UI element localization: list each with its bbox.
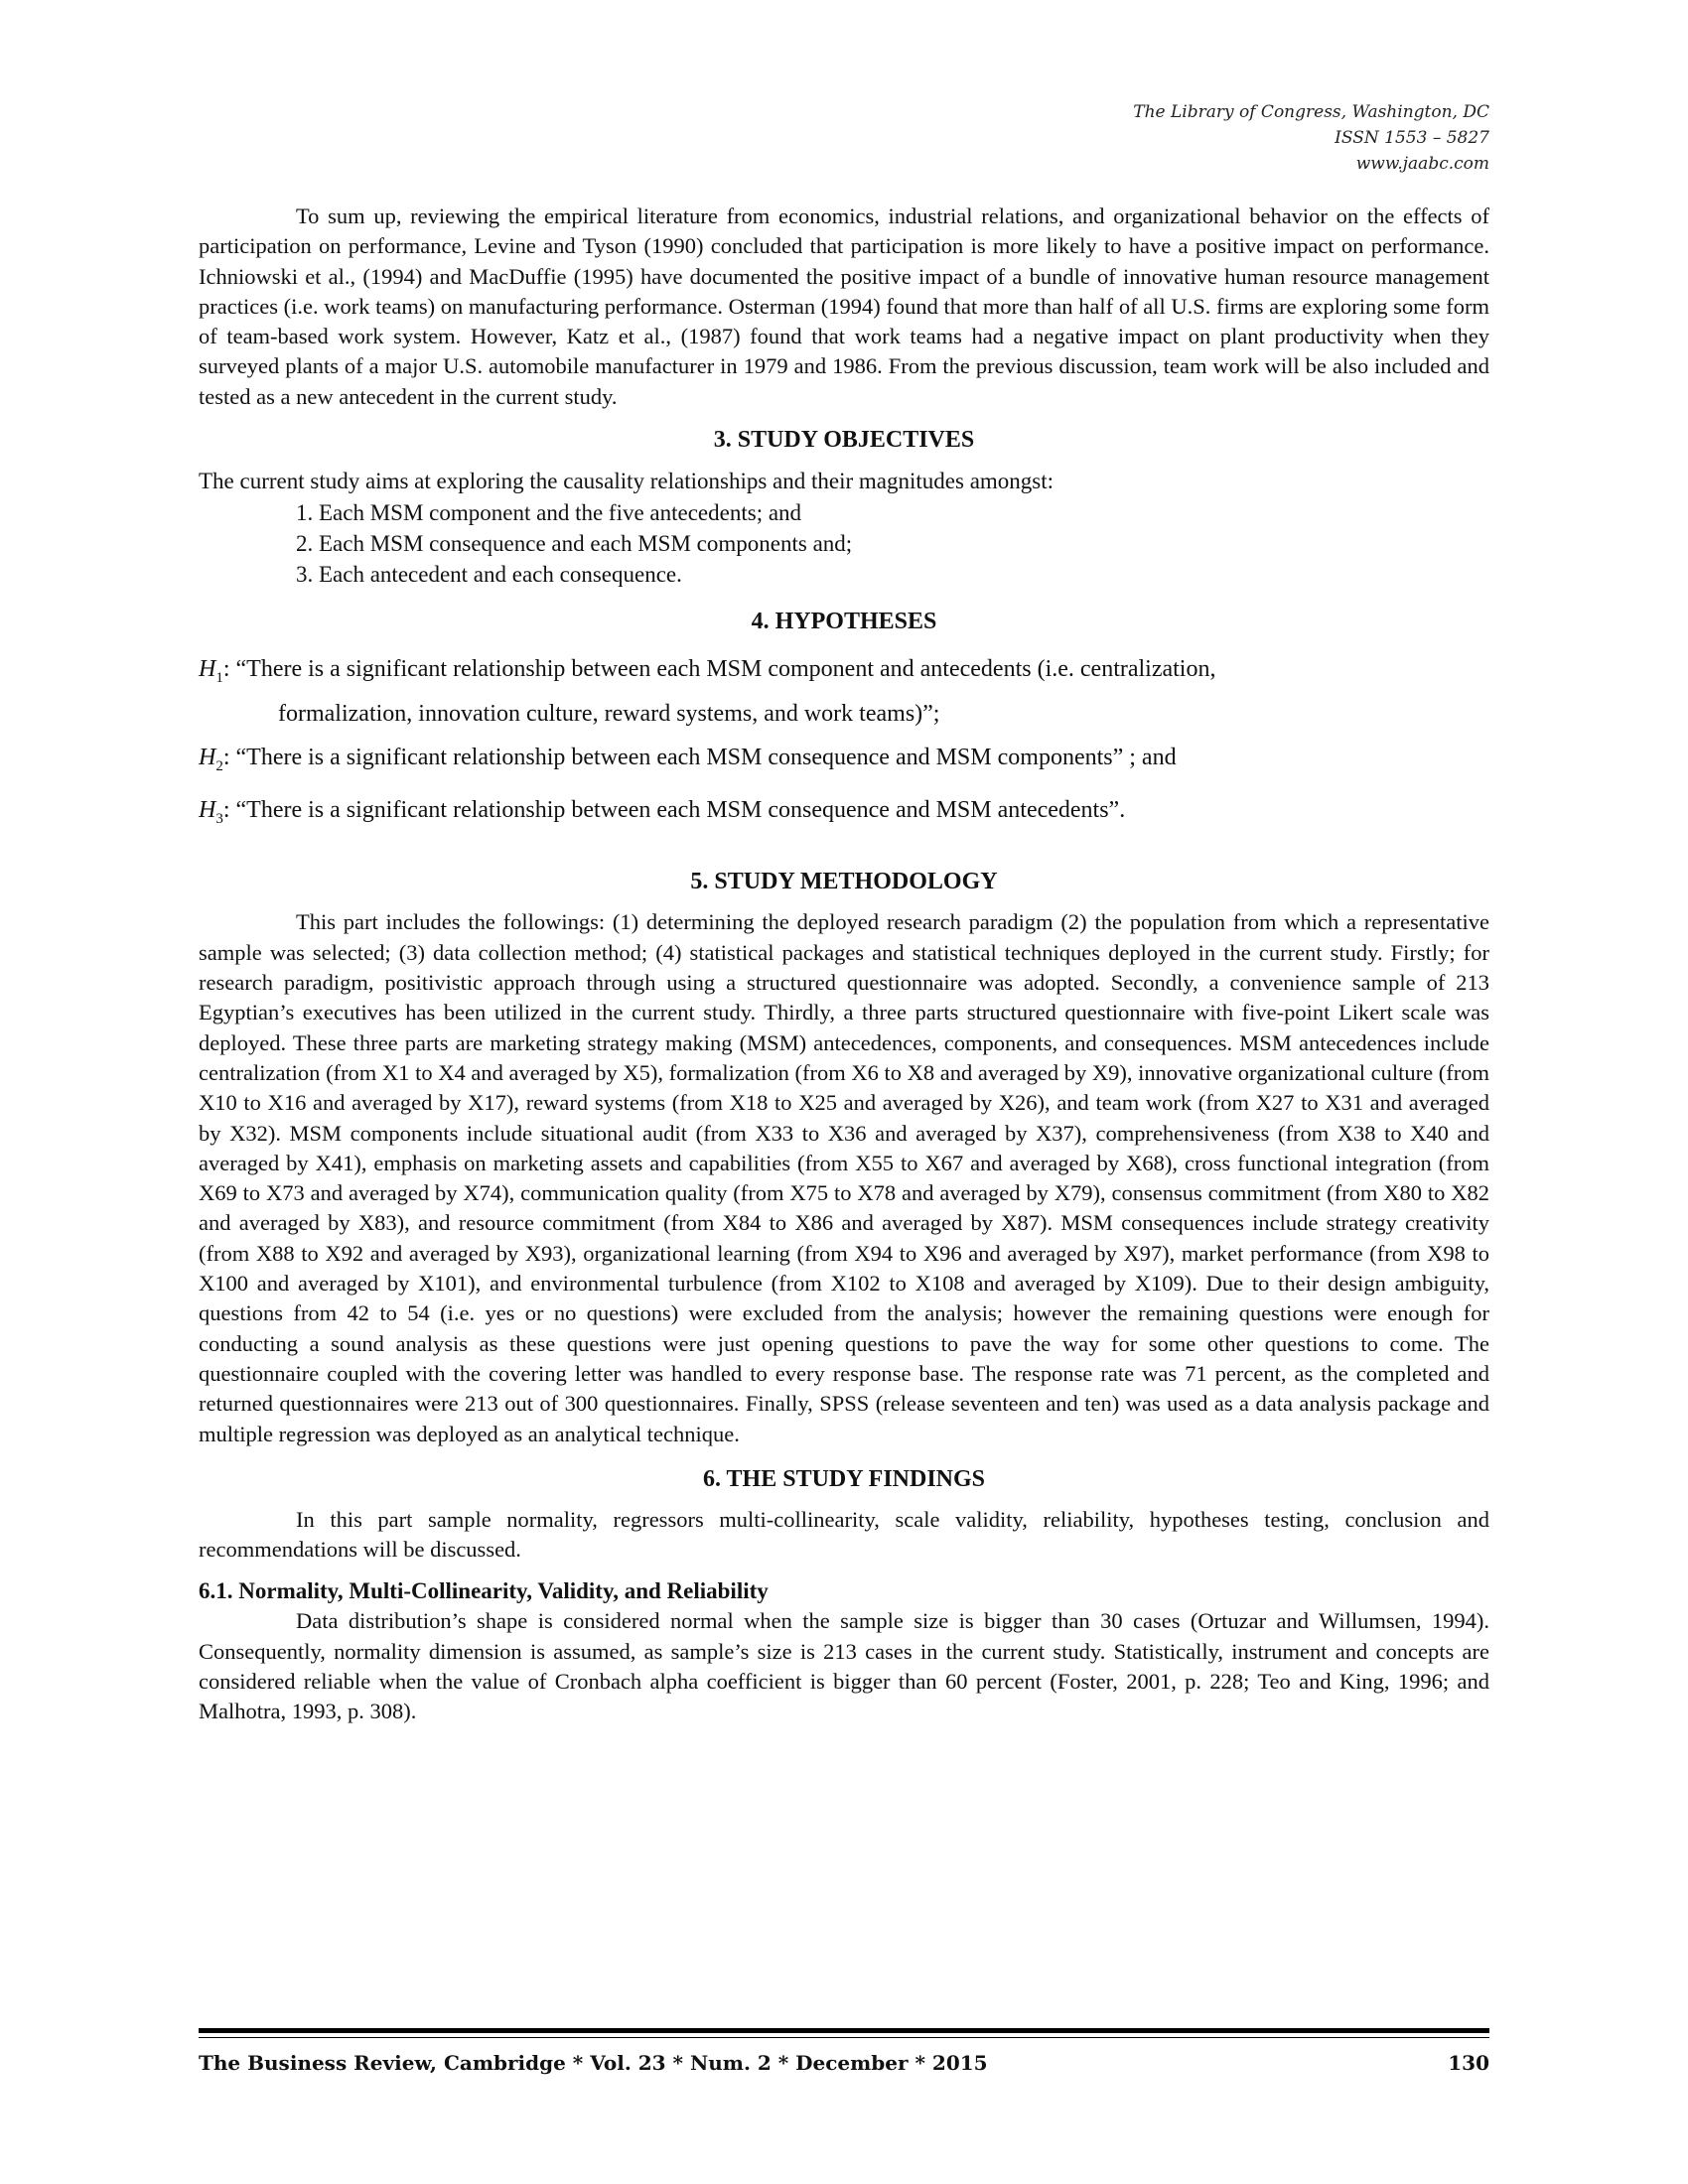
hypothesis-subscript: 1 bbox=[215, 669, 223, 686]
header-issn: ISSN 1553 – 5827 bbox=[1335, 128, 1489, 148]
objective-item: 2. Each MSM consequence and each MSM components and; bbox=[296, 531, 853, 557]
intro-paragraph: To sum up, reviewing the empirical literature from economics, industrial relations, and organizational behavior on the effects of participation on performance, Levine and Tyson (1990) concluded that participation is more likely to have a positive impact on performance. Ichniowski et al., (1994) and MacDuffie (1995) have documented the positive impact of a bundle of innovative human resource management practices (i.e. work teams) on manufacturing performance. Osterman (1994) found that more than half of all U.S. firms are exploring some form of team-based work system. However, Katz et al., (1987) found that work teams had a negative impact on plant productivity when they surveyed plants of a major U.S. automobile manufacturer in 1979 and 1986. From the previous discussion, team work will be also included and tested as a new antecedent in the current study. bbox=[199, 204, 1489, 409]
page bbox=[199, 0, 1489, 2184]
methodology-paragraph: This part includes the followings: (1) determining the deployed research paradigm (2) the population from which a representative sample was selected; (3) data collection method; (4) statistical packages and statistical techniques deployed in the current study. Firstly; for research paradigm, positivistic approach through using a structured questionnaire was adopted. Secondly, a convenience sample of 213 Egyptian’s executives has been utilized in the current study. Thirdly, a three parts structured questionnaire with five-point Likert scale was deployed. These three parts are marketing strategy making (MSM) antecedences, components, and consequences. MSM antecedences include centralization (from X1 to X4 and averaged by X5), formalization (from X6 to X8 and averaged by X9), innovative organizational culture (from X10 to X16 and averaged by X17), reward systems (from X18 to X25 and averaged by X26), and team work (from X27 to X31 and averaged by X32). MSM components include situational audit (from X33 to X36 and averaged by X37), comprehensiveness (from X38 to X40 and averaged by X41), emphasis on marketing assets and capabilities (from X55 to X67 and averaged by X68), cross functional integration (from X69 to X73 and averaged by X74), communication quality (from X75 to X78 and averaged by X79), consensus commitment (from X80 to X82 and averaged by X83), and resource commitment (from X84 to X86 and averaged by X87). MSM consequences include strategy creativity (from X88 to X92 and averaged by X93), organizational learning (from X94 to X96 and averaged by X97), market performance (from X98 to X100 and averaged by X101), and environmental turbulence (from X102 to X108 and averaged by X109). Due to their design ambiguity, questions from 42 to 54 (i.e. yes or no questions) were excluded from the analysis; however the remaining questions were enough for conducting a sound analysis as these questions were just opening questions to pave the way for some other questions to come. The questionnaire coupled with the covering letter was handled to every response base. The response rate was 71 percent, as the completed and returned questionnaires were 213 out of 300 questionnaires. Finally, SPSS (release seventeen and ten) was used as a data analysis package and multiple regression was deployed as an analytical technique. bbox=[199, 909, 1489, 1446]
hypothesis-2 bbox=[199, 740, 1489, 784]
hypothesis-label: H bbox=[199, 656, 216, 683]
subsection-heading-normality: 6.1. Normality, Multi-Collinearity, Validity, and Reliability bbox=[199, 1578, 769, 1604]
page-number: 130 bbox=[1448, 2051, 1489, 2075]
hypothesis-3 bbox=[199, 792, 1489, 837]
section-heading-findings: 6. THE STUDY FINDINGS bbox=[702, 1465, 986, 1492]
hypothesis-subscript: 3 bbox=[215, 810, 223, 827]
findings-paragraph: In this part sample normality, regressors multi-collinearity, scale validity, reliability, hypotheses testing, conclusion and recommendations will be discussed. bbox=[199, 1506, 1489, 1563]
footer-rule-thin bbox=[199, 2037, 1489, 2038]
normality-paragraph: Data distribution’s shape is considered normal when the sample size is bigger than 30 cases (Ortuzar and Willumsen, 1994). Consequently, normality dimension is assumed, as sample’s size is 213 cases in the current study. Statistically, instrument and concepts are considered reliable when the value of Cronbach alpha coefficient is bigger than 60 percent (Foster, 2001, p. 228; Teo and King, 1996; and Malhotra, 1993, p. 308). bbox=[199, 1608, 1489, 1724]
hypothesis-continuation: formalization, innovation culture, reward systems, and work teams)”; bbox=[278, 700, 940, 727]
section-heading-methodology: 5. STUDY METHODOLOGY bbox=[690, 869, 998, 895]
hypothesis-text: : “There is a significant relationship between each MSM consequence and MSM antecedents”. bbox=[222, 796, 1126, 823]
hypothesis-label: H bbox=[199, 744, 216, 770]
section-heading-objectives: 3. STUDY OBJECTIVES bbox=[713, 427, 975, 454]
running-header bbox=[1133, 99, 1489, 177]
hypothesis-text: : “There is a significant relationship between each MSM component and antecedents (i.e. centralization, bbox=[222, 656, 1216, 683]
objective-item: 3. Each antecedent and each consequence. bbox=[296, 562, 682, 588]
objectives-list bbox=[199, 497, 1489, 590]
footer-rule-thick bbox=[199, 2028, 1489, 2033]
footer-journal: The Business Review, Cambridge * Vol. 23 * Num. 2 * December * 2015 bbox=[199, 2051, 988, 2075]
header-website: www.jaabc.com bbox=[1355, 154, 1489, 174]
header-library: The Library of Congress, Washington, DC bbox=[1133, 102, 1489, 122]
body-text bbox=[199, 202, 1489, 1727]
hypothesis-1 bbox=[199, 651, 1489, 732]
hypotheses-list bbox=[199, 651, 1489, 836]
hypothesis-label: H bbox=[199, 796, 216, 823]
hypothesis-subscript: 2 bbox=[215, 757, 223, 774]
objective-item: 1. Each MSM component and the five antecedents; and bbox=[296, 500, 802, 526]
objectives-intro: The current study aims at exploring the causality relationships and their magnitudes amongst: bbox=[199, 469, 1055, 494]
section-heading-hypotheses: 4. HYPOTHESES bbox=[751, 609, 937, 635]
hypothesis-text: : “There is a significant relationship between each MSM consequence and MSM components” ; and bbox=[222, 744, 1177, 770]
